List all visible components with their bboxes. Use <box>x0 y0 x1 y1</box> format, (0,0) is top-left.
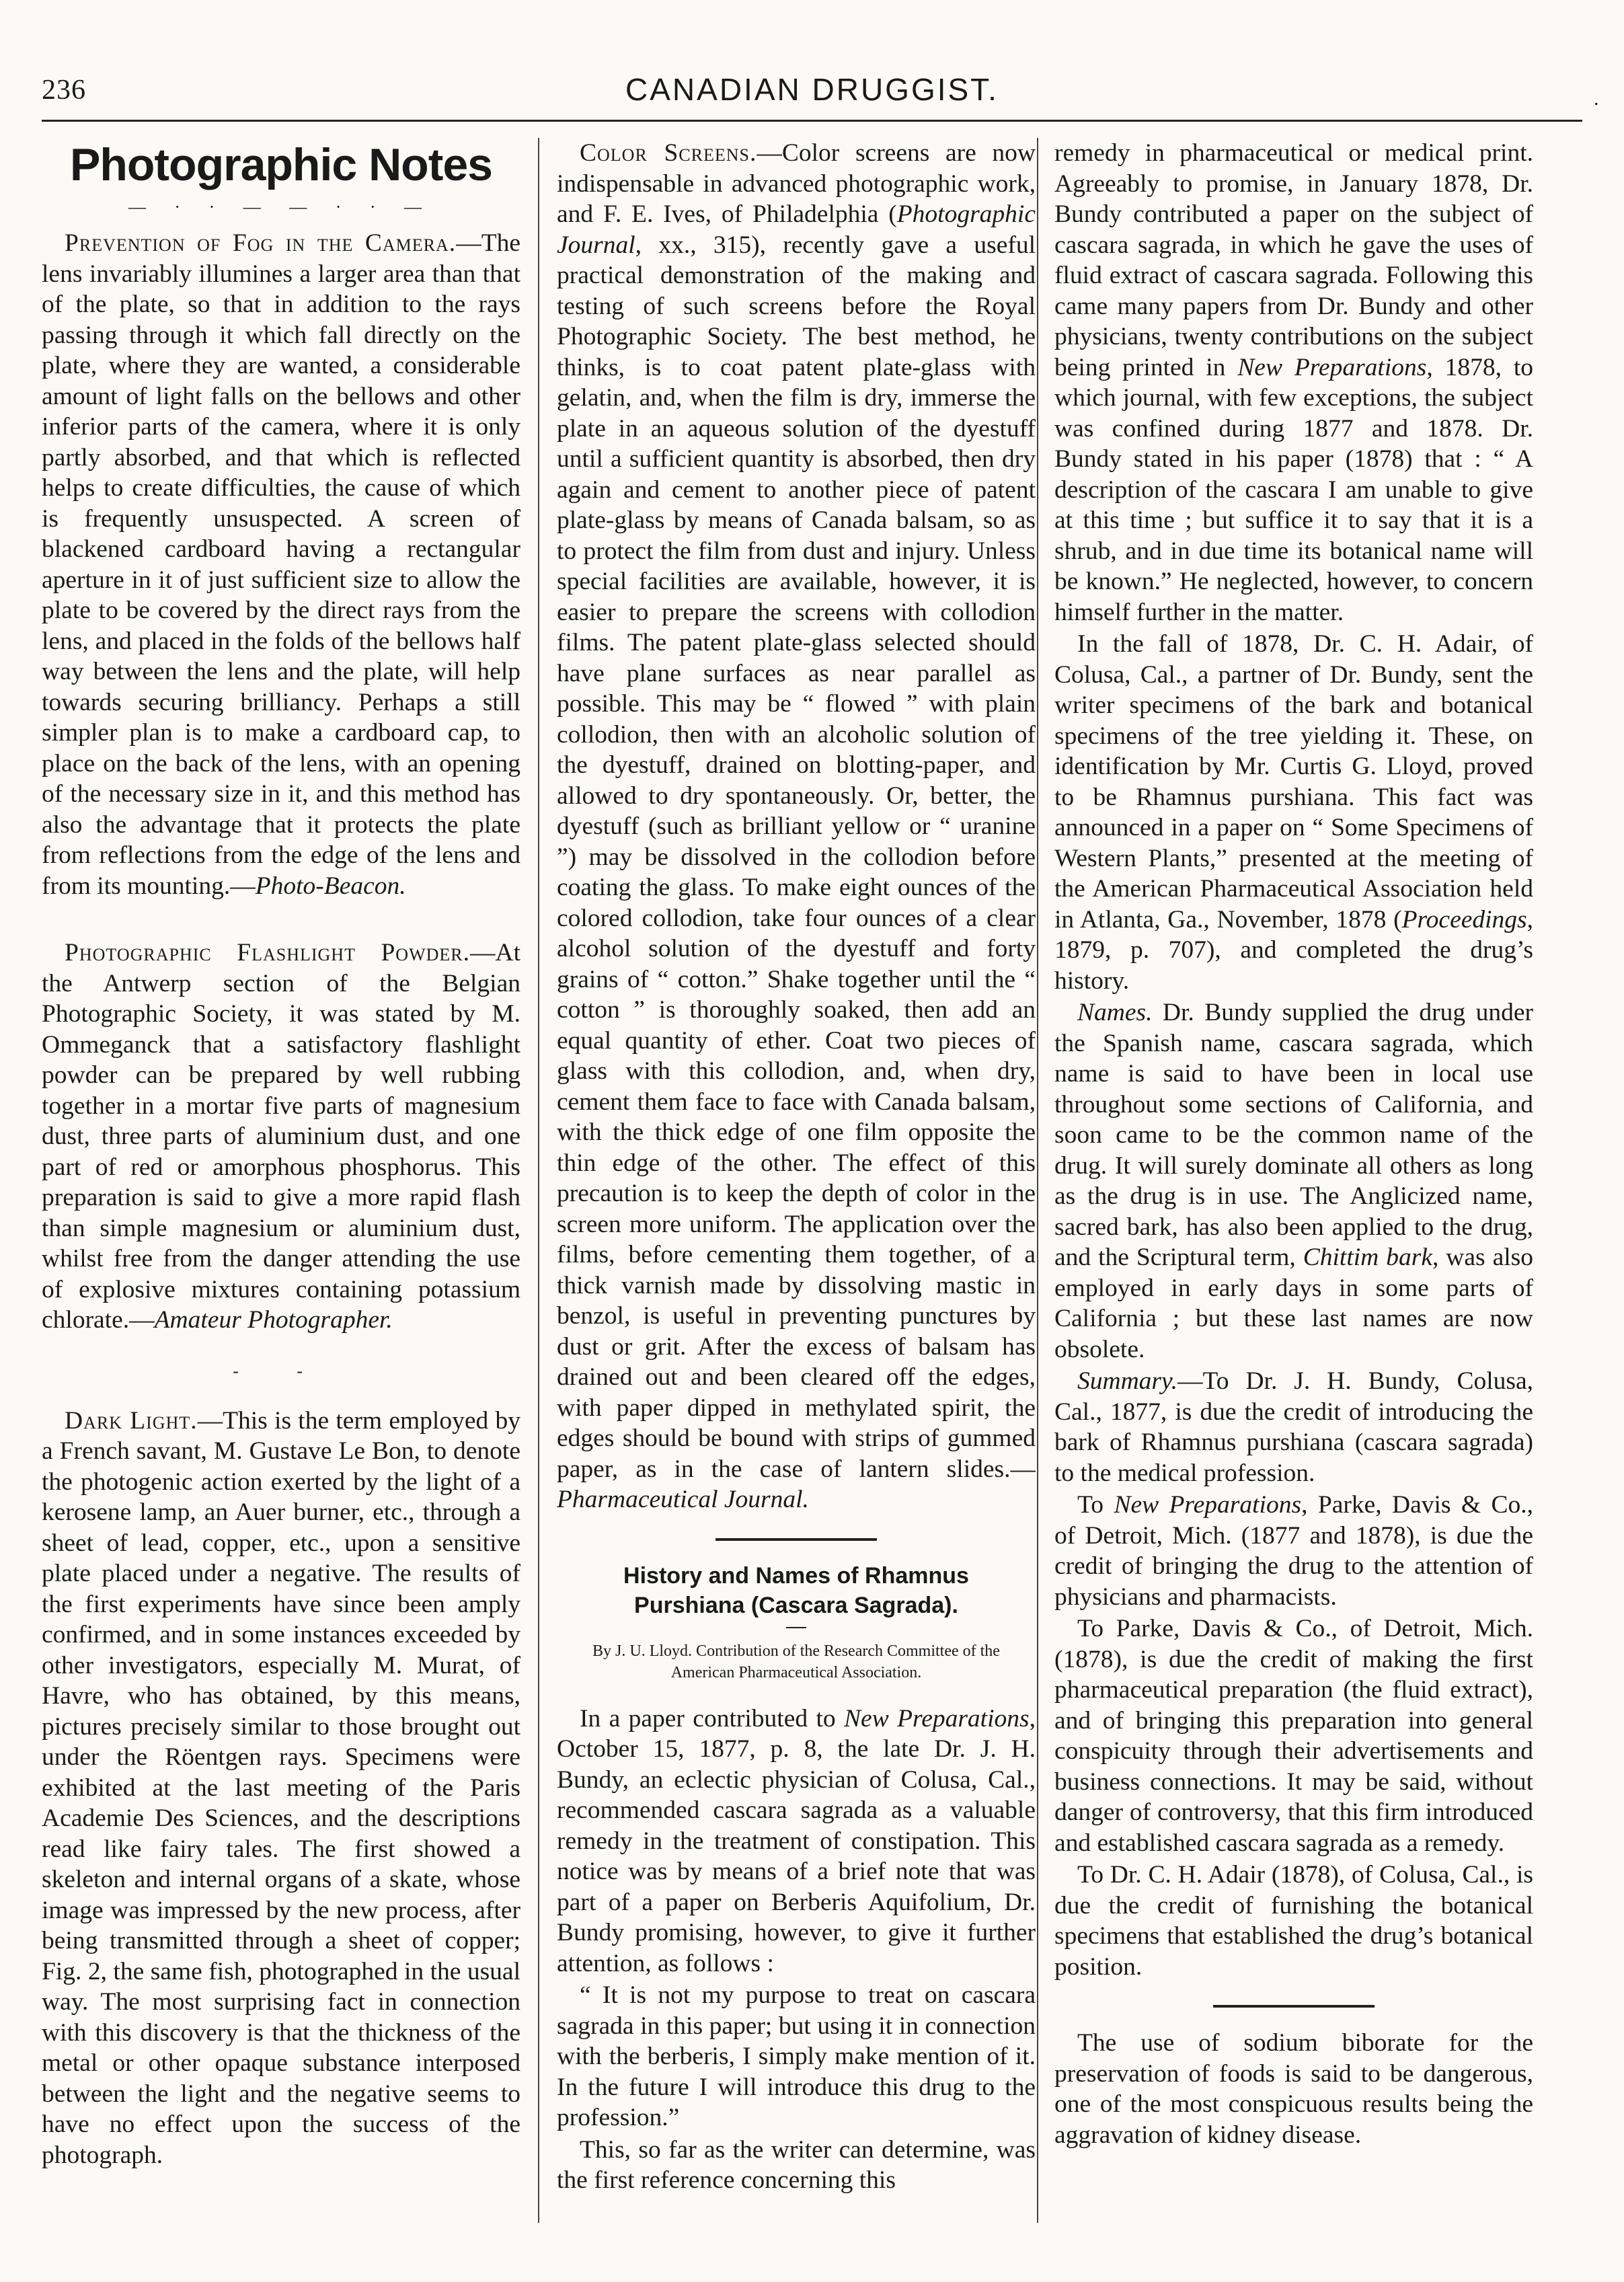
dark-light-body: —This is the term employed by a French savant, M. Gustave Le Bon, to denote the photogenic action exerted by the light of a kerosene lamp, an Auer burner, etc., through a sheet of lead, copper, etc., upon a sensitive plate placed under a negative. The results of the first experiments have since been amply confirmed, and in some instances exceeded by other investigators, especially M. Murat, of Havre, who has obtained, by this means, pictures precisely similar to those brought out under the Röentgen rays. Specimens were exhibited at the last meeting of the Paris Academie Des Sciences, and the descriptions read like fairy tales. The first showed a skeleton and internal organs of a skate, whose image was impressed by the new process, after being transmitted through a sheet of copper; Fig. 2, the same fish, photographed in the usual way. The most surprising fact in connection with this discovery is that the thickness of the metal or other opaque substance interposed between the light and the negative seems to have no effect upon the success of the photograph. <box>42 1406 520 2169</box>
journal-title: Proceedings <box>1401 905 1527 934</box>
byline: By J. U. Lloyd. Contribution of the Research Committee of the American Pharmaceutical Association. <box>592 1642 1000 1681</box>
rhamnus-paragraph <box>1054 138 1533 627</box>
column-divider <box>538 138 539 2223</box>
paragraph-text: , was also employed in early days in some parts of California ; but these last names are now obsolete. <box>1054 1244 1533 1363</box>
column-divider <box>1037 138 1038 2223</box>
paragraph-text: In a paper contributed to <box>580 1704 845 1733</box>
title-dash <box>786 1627 806 1628</box>
dark-light-heading: Dark Light. <box>65 1406 198 1435</box>
header-rule <box>42 120 1582 122</box>
paragraph-text: remedy in pharmaceutical or medical print. Agreeably to promise, in January 1878, Dr. Bundy contributed a paper on the subject of cascara sagrada, in which he gave the uses of fluid extract of cascara sagrada. Following this came many papers from Dr. Bundy and other physicians, twenty contributions on the subject being printed in <box>1054 139 1533 381</box>
credit-paragraph: To Parke, Davis & Co., of Detroit, Mich. (1878), is due the credit of making the first pharmaceutical preparation (the fluid extract), and of bringing this preparation into general conspicuity through their advertisements and business connections. It may be said, without danger of controversy, that this firm introduced and established cascara sagrada as a remedy. <box>1054 1615 1533 1857</box>
paragraph-text: —To Dr. J. H. Bundy, Colusa, Cal., 1877, is due the credit of introducing the bark of Rhamnus purshiana (cascara sagrada) to the medical profession. <box>1054 1367 1533 1487</box>
term-chittim-bark: Chittim bark <box>1303 1244 1432 1271</box>
journal-title: Photographic Journal <box>557 200 1036 259</box>
paragraph-text: , 1878, to which journal, with few exceptions, the subject was confined during 1877 and 1878. Dr. Bundy stated in his paper (1878) that : “ A description of the cascara I am unable to give at this time ; but suffice it to say that it is a shrub, and in due time its botanical name will be known.” He neglected, however, to concern himself further in the matter. <box>1054 353 1533 626</box>
fog-heading: Prevention of Fog in the Camera. <box>65 229 457 257</box>
journal-title: New Preparations <box>1114 1491 1302 1519</box>
running-title: CANADIAN DRUGGIST. <box>625 72 999 107</box>
paragraph-text: , October 15, 1877, p. 8, the late Dr. J. H. Bundy, an eclectic physician of Colusa, Cal., recommended cascara sagrada as a valuable remedy in the treatment of constipation. This notice was by means of a brief note that was part of a paper on Berberis Aquifolium, Dr. Bundy promising, however, to give it further attention, as follows : <box>557 1704 1036 1977</box>
rhamnus-paragraph <box>557 1704 1036 1979</box>
color-screens-article <box>557 138 1036 1515</box>
dark-light-article <box>42 1406 520 2171</box>
paragraph-text: Dr. Bundy supplied the drug under the Spanish name, cascara sagrada, which name is said to have been in local use throughout some sections of California, and soon came to be the common name of the drug. It will surely dominate all others as long as the drug is in use. The Anglicized name, sacred bark, has also been applied to the drug, and the Scriptural term, <box>1054 999 1533 1271</box>
article-title: History and Names of Rhamnus Purshiana (Cascara Sagrada). <box>623 1562 969 1618</box>
column-1 <box>42 138 520 2236</box>
fog-article <box>42 228 520 901</box>
paragraph-text: , Parke, Davis & Co., of Detroit, Mich. (1877 and 1878), is due the credit of bringing the drug to the attention of physicians and pharmacists. <box>1054 1491 1533 1611</box>
credit-paragraph <box>1054 1490 1533 1612</box>
journal-title: New Preparations <box>844 1704 1030 1733</box>
article-separator <box>1213 2005 1375 2008</box>
color-screens-heading: Color Screens. <box>580 139 757 167</box>
names-paragraph <box>1054 997 1533 1365</box>
title-ornament: — · · — — · · — <box>128 197 434 217</box>
paragraph-text: , 1879, p. 707), and completed the drug’s history. <box>1054 905 1533 995</box>
fog-source: Photo-Beacon. <box>255 872 406 900</box>
summary-paragraph <box>1054 1366 1533 1488</box>
journal-title: New Preparations <box>1237 353 1427 381</box>
separator: - - <box>233 1361 330 1381</box>
page-number: 236 <box>42 75 86 106</box>
borate-note: The use of sodium biborate for the preservation of foods is said to be dangerous, one of the most conspicuous results being the aggravation of kidney disease. <box>1054 2029 1533 2149</box>
bundy-quote: “ It is not my purpose to treat on cascara sagrada in this paper; but using it in connection with the berberis, I simply make mention of it. In the future I will introduce this drug to the profession.” <box>557 1981 1036 2131</box>
color-screens-source: Pharmaceutical Journal. <box>557 1486 809 1513</box>
paragraph-text: To <box>1077 1491 1114 1519</box>
summary-label: Summary. <box>1077 1367 1177 1395</box>
edge-mark: . <box>1594 87 1599 110</box>
column-2 <box>557 138 1036 2236</box>
fog-body: —The lens invariably illumines a larger area than that of the plate, so that in addition to the rays passing through it which fall directly on the plate, where they are wanted, a considerable amount of light falls on the bellows and other inferior parts of the camera, where it is only partly absorbed, and that which is reflected helps to create difficulties, the cause of which is frequently unsuspected. A screen of blackened cardboard having a rectangular aperture in it of just sufficient size to allow the plate to be covered by the direct rays from the lens, and placed in the folds of the bellows half way between the lens and the plate, will help towards securing brilliancy. Perhaps a still simpler plan is to make a cardboard cap, to place on the back of the lens, with an opening of the necessary size in it, and this method has also the advantage that it protects the plate from reflections from the edge of the lens and from its mounting.— <box>42 229 520 900</box>
flash-heading: Photographic Flashlight Powder. <box>65 939 470 966</box>
flash-article <box>42 938 520 1336</box>
names-label: Names. <box>1077 999 1153 1026</box>
color-screens-body: —Color screens are now indispensable in advanced photographic work, and F. E. Ives, of Philadelphia ( <box>557 139 1036 228</box>
color-screens-body-cont: , xx., 315), recently gave a useful practical demonstration of the making and testing of such screens before the Royal Photographic Society. The best method, he thinks, is to coat patent plate-glass with gelatin, and, when the film is dry, immerse the plate in an aqueous solution of the dyestuff until a sufficient quantity is absorbed, then dry again and cement to another piece of patent plate-glass by means of Canada balsam, so as to protect the film from dust and injury. Unless special facilities are available, however, it is easier to prepare the screens with collodion films. The patent plate-glass selected should have plane surfaces as near parallel as possible. This may be “ flowed ” with plain collodion, then with an alcoholic solution of the dyestuff, drained on blotting-paper, and allowed to dry spontaneously. Or, better, the dyestuff (such as brilliant yellow or “ uranine ”) may be dissolved in the collodion before coating the glass. To make eight ounces of the colored collodion, take four ounces of a clear alcohol solution of the dyestuff and forty grains of “ cotton.” Shake together until the “ cotton ” is thoroughly soaked, then add an equal quantity of ether. Coat two pieces of glass with this collodion, and, when dry, cement them face to face with Canada balsam, with the thick edge of one film opposite the thin edge of the other. The effect of this precaution is to keep the depth of color in the screen more uniform. The application over the films, before cementing them together, of a thick varnish made by dissolving mastic in benzol, is useful in preventing punctures by dust or grit. After the excess of balsam has drained out and been cleared off the edges, with paper dipped in methylated spirit, the edges should be bound with strips of gummed paper, as in the case of lantern slides.— <box>557 231 1036 1483</box>
paragraph-text: In the fall of 1878, Dr. C. H. Adair, of Colusa, Cal., a partner of Dr. Bundy, sent the writer specimens of the bark and botanical specimens of the tree yielding it. These, on identification by Mr. Curtis G. Lloyd, proved to be Rhamnus purshiana. This fact was announced in a paper on “ Some Specimens of Western Plants,” presented at the meeting of the American Pharmaceutical Association held in Atlanta, Ga., November, 1878 ( <box>1054 630 1533 934</box>
rhamnus-paragraph <box>1054 629 1533 996</box>
article-separator <box>716 1538 877 1541</box>
flash-body: —At the Antwerp section of the Belgian Photographic Society, it was stated by M. Ommeganck that a satisfactory flashlight powder can be prepared by well rubbing together in a mortar five parts of magnesium dust, three parts of aluminium dust, and one part of red or amorphous phosphorus. This preparation is said to give a more rapid flash than simple magnesium or aluminium dust, whilst free from the danger attending the use of explosive mixtures containing potassium chlorate.— <box>42 939 520 1334</box>
credit-paragraph: To Dr. C. H. Adair (1878), of Colusa, Cal., is due the credit of furnishing the botanical specimens that established the drug’s botanical position. <box>1054 1861 1533 1981</box>
column-3 <box>1054 138 1533 2236</box>
flash-source: Amateur Photographer. <box>154 1306 393 1334</box>
rhamnus-paragraph: This, so far as the writer can determine, was the first reference concerning this <box>557 2135 1036 2194</box>
section-title: Photographic Notes <box>69 139 493 190</box>
